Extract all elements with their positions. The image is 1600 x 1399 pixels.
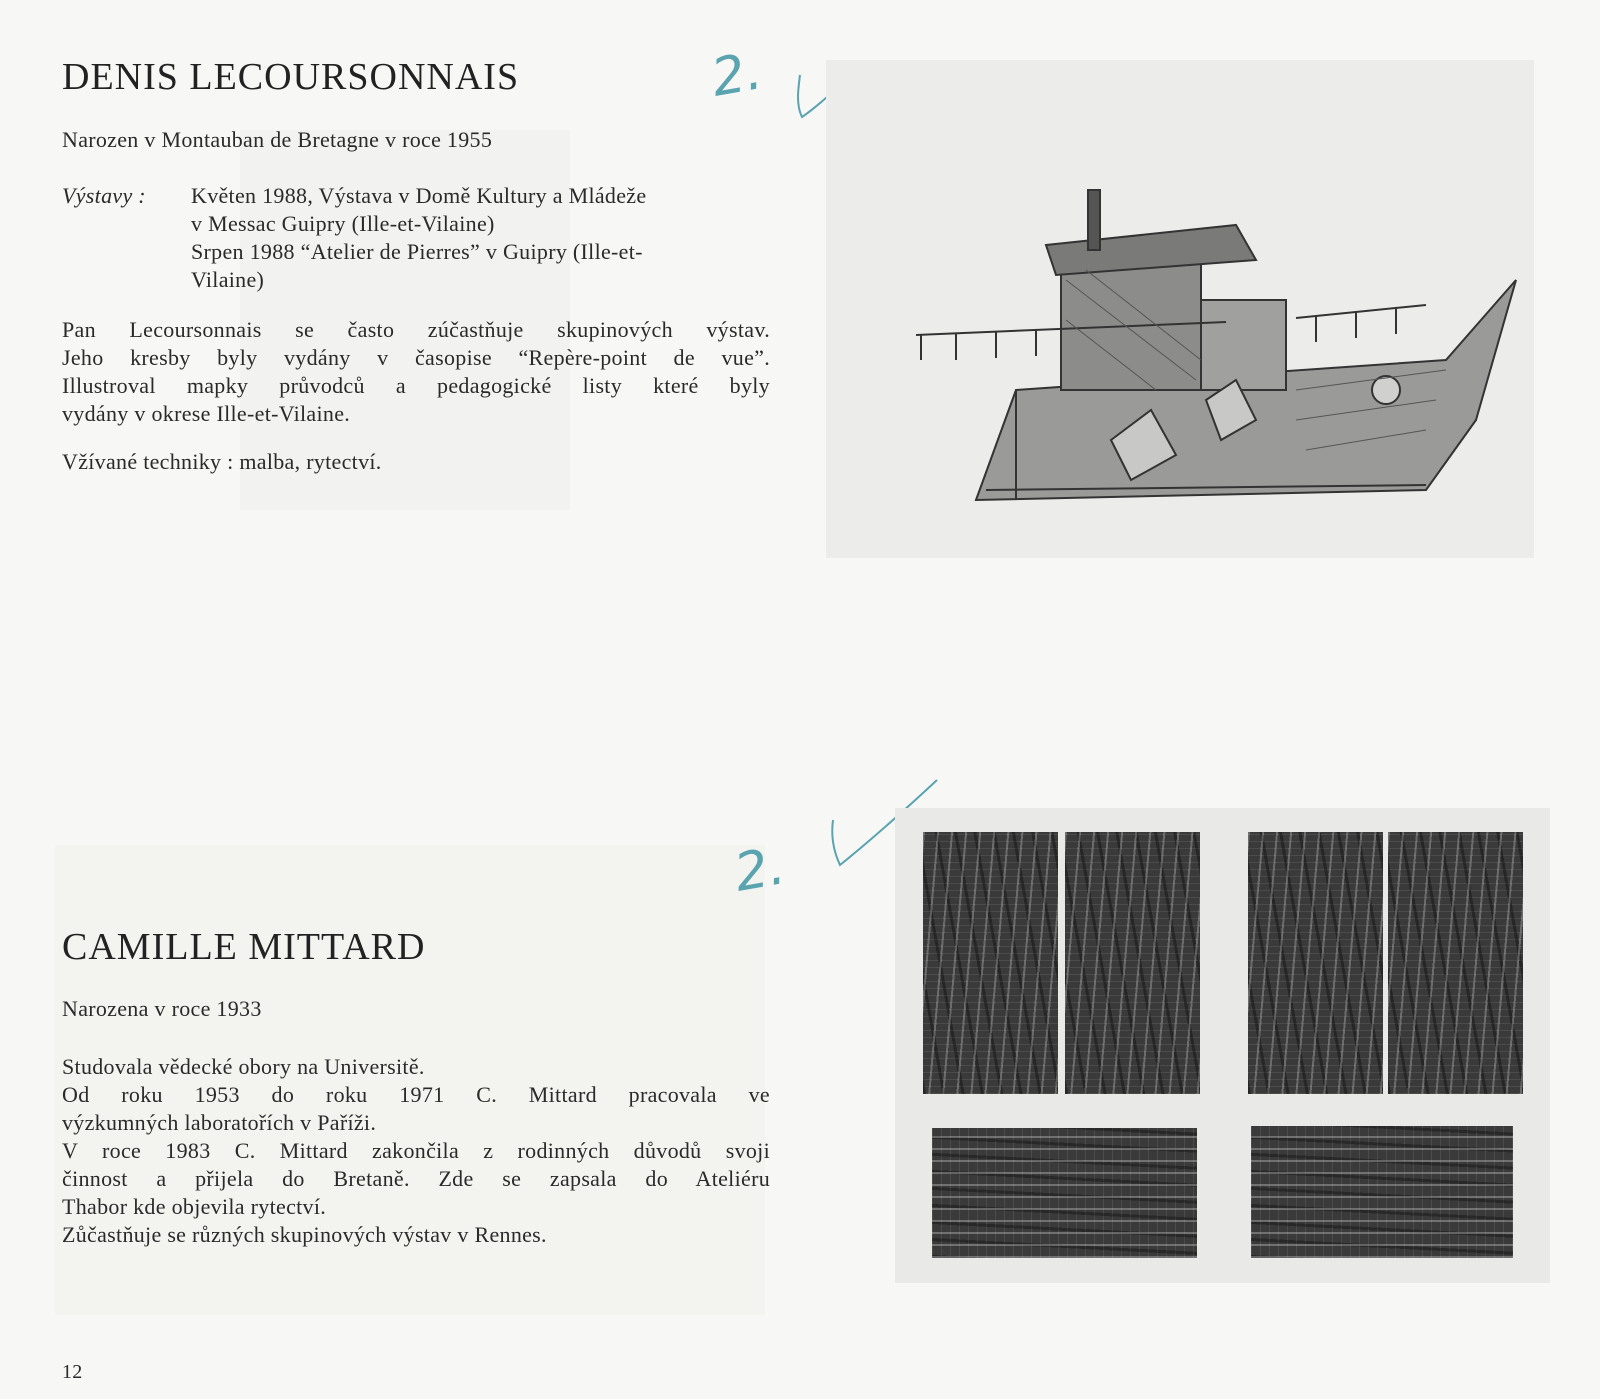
bio-line: Illustroval mapky průvodců a pedagogické listy které byly: [62, 373, 770, 398]
artist2-name: CAMILLE MITTARD: [62, 926, 426, 968]
artist2-artwork: [895, 808, 1550, 1283]
engraving-print: [1251, 1126, 1513, 1258]
artist1-annotation: 2.: [707, 41, 767, 109]
engraving-print: [1248, 832, 1383, 1094]
artist1-born: Narozen v Montauban de Bretagne v roce 1955: [62, 127, 493, 152]
bio-line: výzkumných laboratořích v Paříži.: [62, 1110, 377, 1135]
engraving-print: [1388, 832, 1523, 1094]
bio-line: vydány v okrese Ille-et-Vilaine.: [62, 401, 351, 426]
ship-drawing-icon: [826, 60, 1534, 558]
page-number: 12: [62, 1361, 83, 1383]
artist1-exhibitions-label: Výstavy :: [62, 183, 146, 208]
bio-line: Jeho kresby byly vydány v časopise “Repère-point de vue”.: [62, 345, 770, 370]
engraving-print: [932, 1128, 1197, 1258]
engraving-print: [1065, 832, 1200, 1094]
bio-line: činnost a přijela do Bretaně. Zde se zapsala do Ateliéru: [62, 1166, 770, 1191]
artist1-techniques: Vžívané techniky : malba, rytectví.: [62, 449, 382, 474]
bio-line: Pan Lecoursonnais se často zúčastňuje skupinových výstav.: [62, 317, 770, 342]
artist2-bio: [62, 1053, 770, 1249]
engraving-print: [923, 832, 1058, 1094]
artist2-annotation: 2.: [730, 836, 790, 904]
exhibition-line: Květen 1988, Výstava v Domě Kultury a Mládeže: [191, 183, 647, 208]
bio-line: Thabor kde objevila rytectví.: [62, 1194, 327, 1219]
exhibition-line: Vilaine): [191, 267, 265, 292]
bio-line: V roce 1983 C. Mittard zakončila z rodinných důvodů svoji: [62, 1138, 770, 1163]
artist1-name: DENIS LECOURSONNAIS: [62, 56, 520, 98]
artist1-artwork: [826, 60, 1534, 558]
exhibition-line: v Messac Guipry (Ille-et-Vilaine): [191, 211, 495, 236]
bio-line: Od roku 1953 do roku 1971 C. Mittard pracovala ve: [62, 1082, 770, 1107]
bio-line: Zůčastňuje se různých skupinových výstav v Rennes.: [62, 1222, 547, 1247]
artist1-bio: [62, 316, 770, 428]
artist1-exhibitions: [191, 182, 771, 294]
bio-line: Studovala vědecké obory na Universitě.: [62, 1054, 425, 1079]
artist2-born: Narozena v roce 1933: [62, 996, 262, 1021]
exhibition-line: Srpen 1988 “Atelier de Pierres” v Guipry (Ille-et-: [191, 239, 643, 264]
